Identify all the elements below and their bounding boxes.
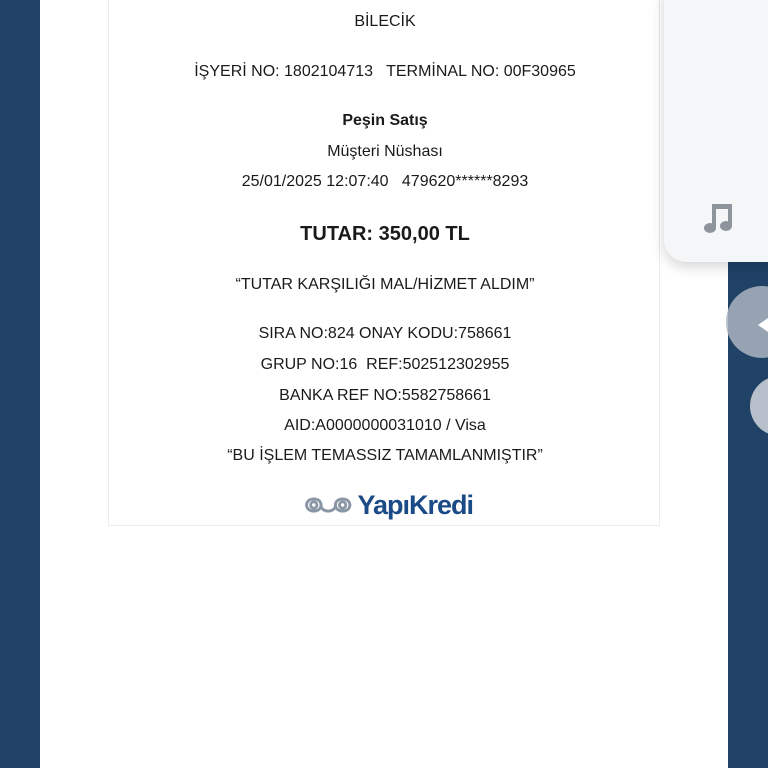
bank-logo bbox=[303, 488, 473, 522]
receipt-datetime-card: 25/01/2025 12:07:40 479620******8293 bbox=[241, 173, 529, 190]
receipt bbox=[108, 0, 660, 526]
back-button[interactable] bbox=[726, 286, 768, 358]
receipt-contactless-note: “BU İŞLEM TEMASSIZ TAMAMLANMIŞTIR” bbox=[227, 447, 543, 464]
receipt-city: BİLECİK bbox=[354, 13, 416, 30]
document-page bbox=[40, 0, 728, 768]
receipt-acknowledgement: “TUTAR KARŞILIĞI MAL/HİZMET ALDIM” bbox=[235, 276, 535, 293]
floating-action-button[interactable] bbox=[750, 376, 768, 436]
receipt-copy-type: Müşteri Nüshası bbox=[327, 143, 443, 160]
receipt-aid: AID:A0000000031010 / Visa bbox=[284, 417, 486, 434]
bank-logo-text: YapıKredi bbox=[357, 490, 473, 520]
receipt-sequence-approval: SIRA NO:824 ONAY KODU:758661 bbox=[258, 325, 512, 342]
music-note-icon[interactable] bbox=[700, 198, 736, 238]
receipt-transaction-type: Peşin Satış bbox=[342, 112, 428, 129]
receipt-bank-ref: BANKA REF NO:5582758661 bbox=[279, 387, 491, 404]
arrow-left-icon bbox=[758, 318, 768, 332]
receipt-merchant-terminal: İŞYERİ NO: 1802104713 TERMİNAL NO: 00F30965 bbox=[194, 63, 576, 80]
receipt-amount: TUTAR: 350,00 TL bbox=[300, 223, 470, 245]
bank-logo-swirl-icon bbox=[303, 490, 353, 520]
receipt-group-ref: GRUP NO:16 REF:502512302955 bbox=[260, 356, 510, 373]
